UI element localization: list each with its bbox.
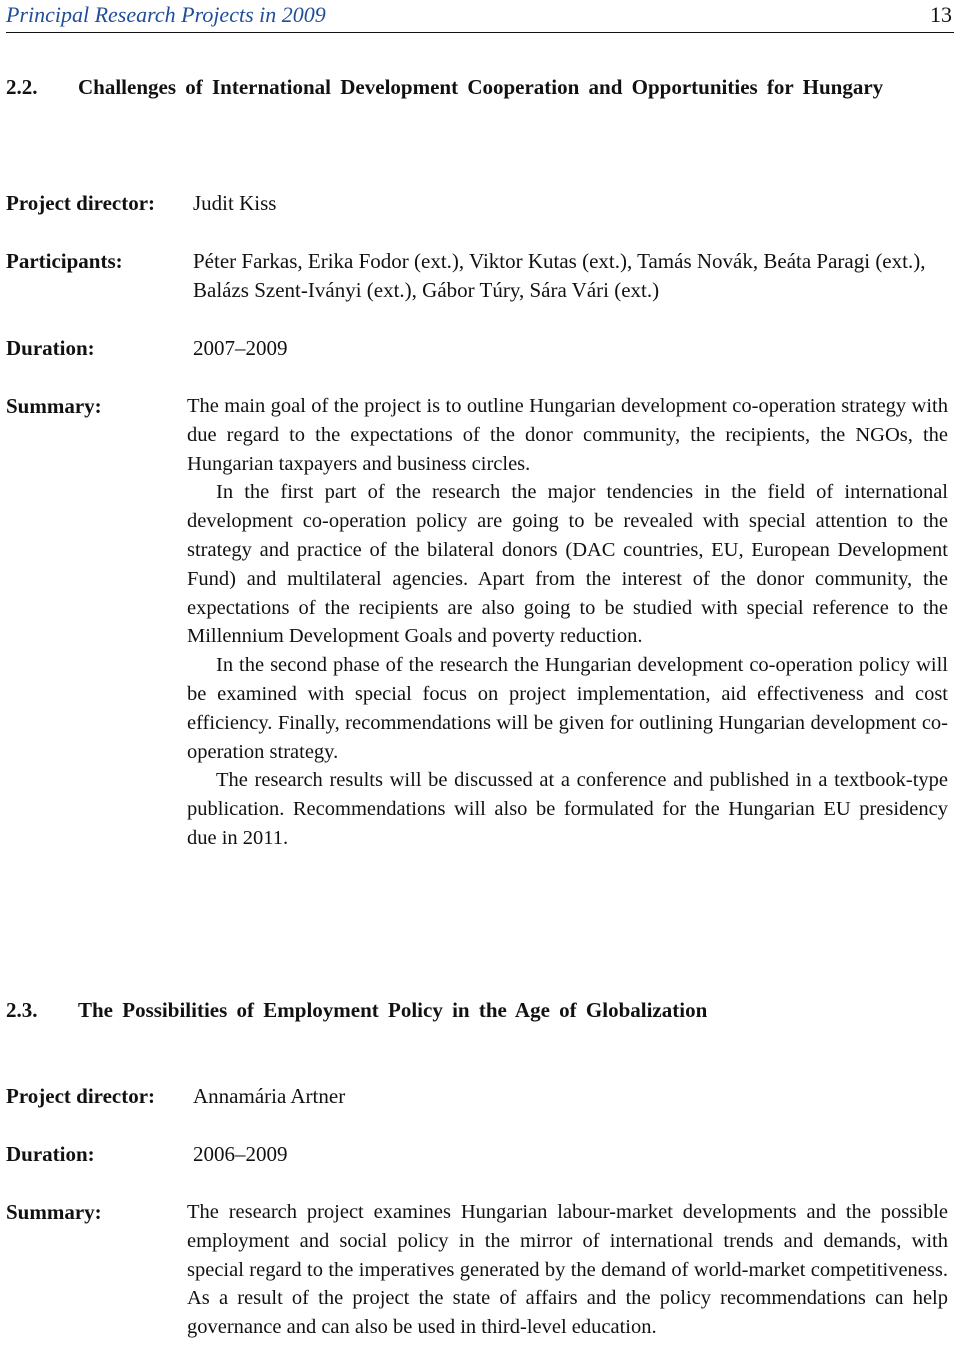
- summary-paragraph: The main goal of the project is to outline Hungarian development co-operation strategy with due regard to the expectations of the donor community, the recipients, the NGOs, the Hungarian taxpayers and business circles.: [187, 395, 948, 475]
- summary-paragraph: In the second phase of the research the Hungarian development co-operation policy will be examined with special focus on project implementation, aid effectiveness and cost efficiency. Finally, recommendations will be given for outlining Hungarian development co-operation strategy.: [187, 654, 948, 763]
- summary-text: [187, 392, 948, 853]
- participants-label: Participants:: [6, 249, 123, 273]
- project-director-value: Annamária Artner: [193, 1084, 346, 1108]
- page-header: [6, 0, 954, 33]
- project-director-value: Judit Kiss: [193, 191, 277, 215]
- summary-paragraph: The research project examines Hungarian labour-market developments and the possible employment and social policy in the mirror of international trends and demands, with special regard to the imperatives generated by the demand of world-market competitiveness. As a result of the project the state of affairs and the policy recommendations can help governance and can also be used in third-level education.: [187, 1201, 948, 1339]
- section-2-3-heading: [6, 995, 954, 1025]
- section-number: 2.3.: [6, 998, 38, 1022]
- duration-value: 2007–2009: [193, 336, 288, 360]
- summary-label: Summary:: [6, 1200, 102, 1224]
- summary-text: [187, 1198, 948, 1342]
- duration-value: 2006–2009: [193, 1142, 288, 1166]
- project-director-label: Project director:: [6, 191, 156, 215]
- section-number: 2.2.: [6, 75, 38, 99]
- participants-value: Péter Farkas, Erika Fodor (ext.), Viktor Kutas (ext.), Tamás Novák, Beáta Paragi (ext.), Balázs Szent-Iványi (ext.), Gábor Túry, Sára Vári (ext.): [193, 249, 926, 302]
- summary-paragraph: In the first part of the research the major tendencies in the field of international development co-operation policy are going to be revealed with special attention to the strategy and practice of the bilateral donors (DAC countries, EU, European Development Fund) and multilateral agencies. Apart from the interest of the donor community, the expectations of the recipients are also going to be studied with special reference to the Millennium Development Goals and poverty reduction.: [187, 481, 948, 648]
- project-director-label: Project director:: [6, 1084, 156, 1108]
- running-title: Principal Research Projects in 2009: [6, 2, 326, 27]
- summary-label: Summary:: [6, 394, 102, 418]
- duration-label: Duration:: [6, 336, 95, 360]
- duration-label: Duration:: [6, 1142, 95, 1166]
- summary-paragraph: The research results will be discussed at a conference and published in a textbook-type publication. Recommendations will also be formulated for the Hungarian EU presidency due in 2011.: [187, 769, 948, 849]
- section-title: Challenges of International Development Cooperation and Opportunities for Hungary: [78, 75, 884, 99]
- page-number: 13: [930, 2, 952, 27]
- section-2-2-heading: [6, 72, 954, 102]
- section-title: The Possibilities of Employment Policy in the Age of Globalization: [78, 998, 708, 1022]
